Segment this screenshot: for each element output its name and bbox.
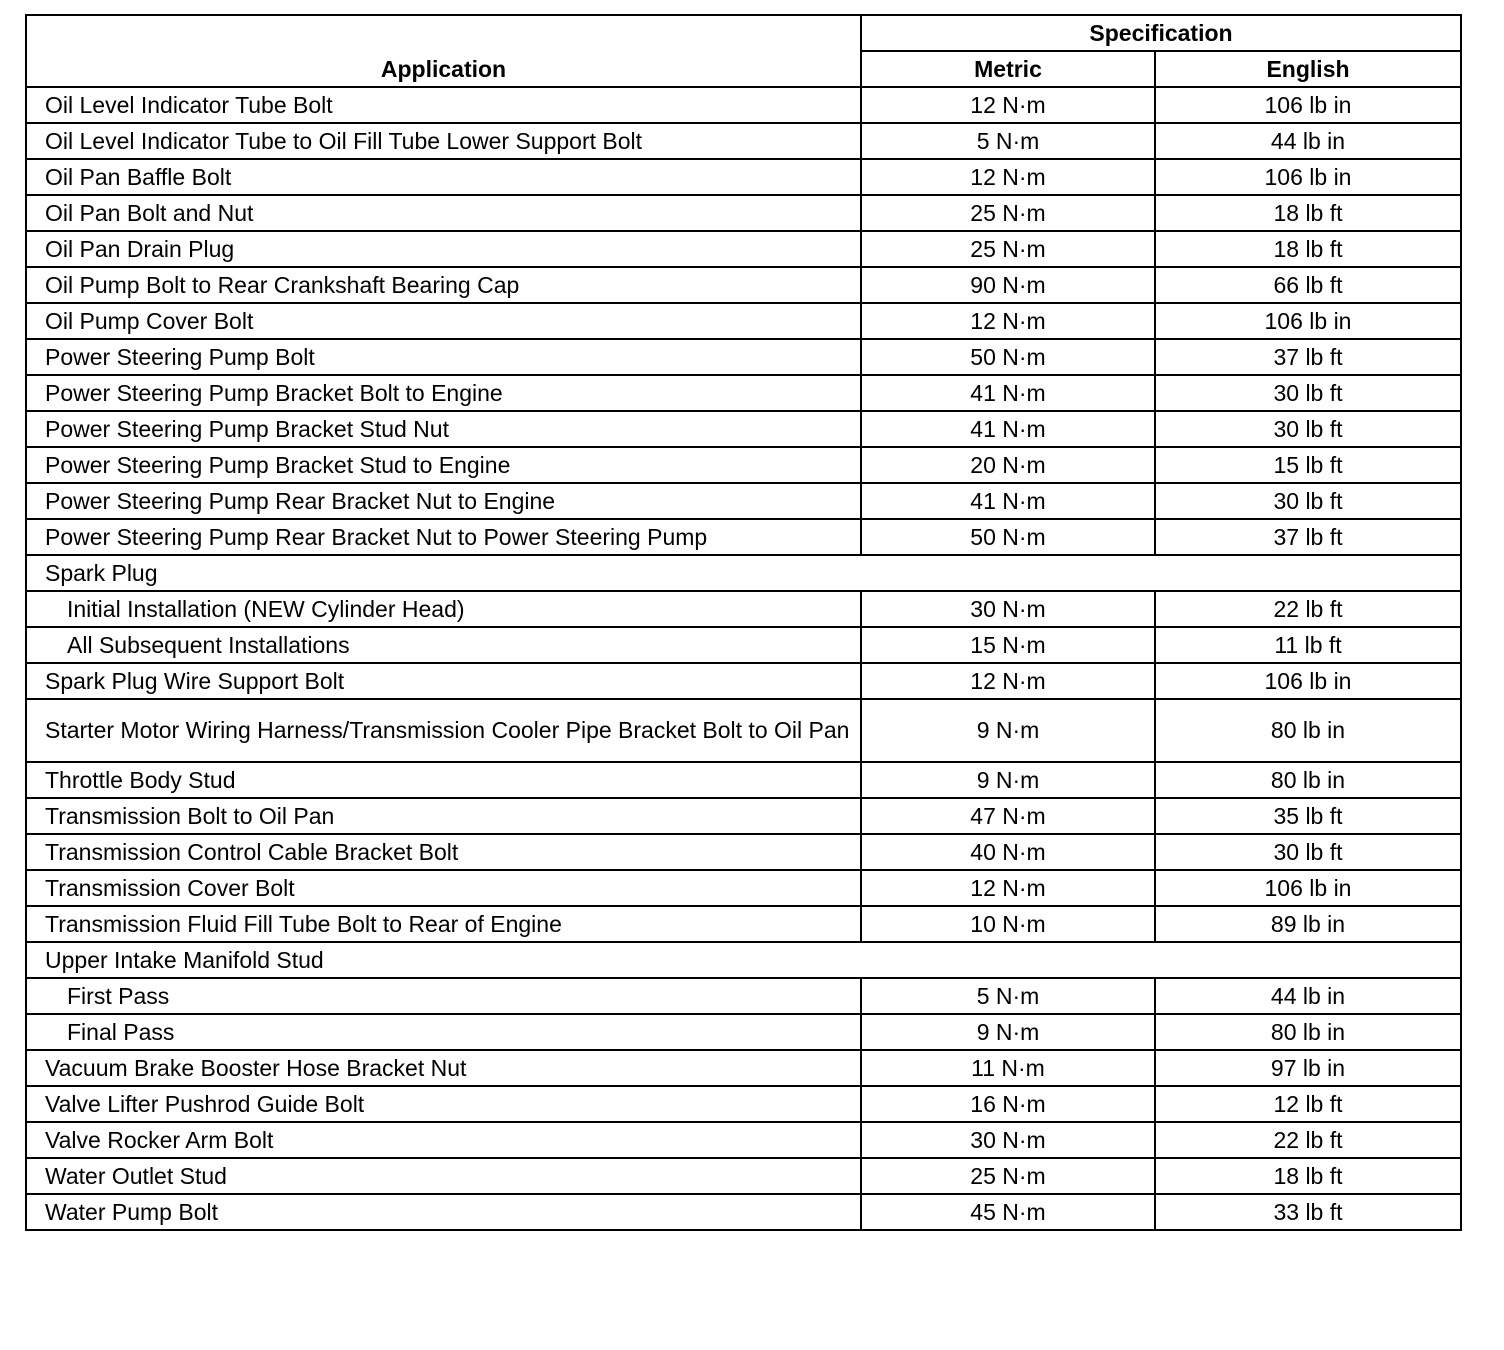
- english-value-cell: 18 lb ft: [1155, 231, 1461, 267]
- application-cell: Spark Plug Wire Support Bolt: [26, 663, 861, 699]
- english-value-cell: 18 lb ft: [1155, 195, 1461, 231]
- english-value-cell: 106 lb in: [1155, 303, 1461, 339]
- metric-value-cell: 11 N·m: [861, 1050, 1155, 1086]
- application-column-header: Application: [26, 15, 861, 87]
- application-cell: Power Steering Pump Rear Bracket Nut to Engine: [26, 483, 861, 519]
- table-row: [26, 906, 1461, 942]
- metric-value-cell: 10 N·m: [861, 906, 1155, 942]
- table-row: [26, 1050, 1461, 1086]
- application-cell: Oil Pan Bolt and Nut: [26, 195, 861, 231]
- metric-value-cell: 45 N·m: [861, 1194, 1155, 1230]
- metric-value-cell: 41 N·m: [861, 483, 1155, 519]
- english-value-cell: 66 lb ft: [1155, 267, 1461, 303]
- table-row: [26, 1158, 1461, 1194]
- english-value-cell: 30 lb ft: [1155, 483, 1461, 519]
- application-cell: Final Pass: [26, 1014, 861, 1050]
- metric-value-cell: 90 N·m: [861, 267, 1155, 303]
- table-row: [26, 267, 1461, 303]
- metric-value-cell: 30 N·m: [861, 1122, 1155, 1158]
- application-cell: Initial Installation (NEW Cylinder Head): [26, 591, 861, 627]
- table-body: [26, 87, 1461, 1230]
- metric-value-cell: 50 N·m: [861, 339, 1155, 375]
- table-row: [26, 834, 1461, 870]
- table-row: [26, 231, 1461, 267]
- application-cell: Valve Rocker Arm Bolt: [26, 1122, 861, 1158]
- metric-value-cell: 12 N·m: [861, 303, 1155, 339]
- group-header-row: [26, 555, 1461, 591]
- metric-value-cell: 12 N·m: [861, 870, 1155, 906]
- application-cell: All Subsequent Installations: [26, 627, 861, 663]
- application-cell: Transmission Fluid Fill Tube Bolt to Rear of Engine: [26, 906, 861, 942]
- metric-value-cell: 47 N·m: [861, 798, 1155, 834]
- metric-value-cell: 50 N·m: [861, 519, 1155, 555]
- torque-specification-table: [25, 14, 1462, 1231]
- english-value-cell: 106 lb in: [1155, 870, 1461, 906]
- english-value-cell: 12 lb ft: [1155, 1086, 1461, 1122]
- english-value-cell: 37 lb ft: [1155, 339, 1461, 375]
- application-cell: Vacuum Brake Booster Hose Bracket Nut: [26, 1050, 861, 1086]
- english-value-cell: 106 lb in: [1155, 663, 1461, 699]
- specification-column-header: Specification: [861, 15, 1461, 51]
- english-value-cell: 30 lb ft: [1155, 411, 1461, 447]
- metric-value-cell: 9 N·m: [861, 699, 1155, 762]
- metric-value-cell: 41 N·m: [861, 411, 1155, 447]
- table-row: [26, 195, 1461, 231]
- application-cell: Transmission Cover Bolt: [26, 870, 861, 906]
- metric-value-cell: 12 N·m: [861, 663, 1155, 699]
- metric-value-cell: 25 N·m: [861, 231, 1155, 267]
- application-cell: Water Outlet Stud: [26, 1158, 861, 1194]
- english-value-cell: 80 lb in: [1155, 699, 1461, 762]
- english-value-cell: 37 lb ft: [1155, 519, 1461, 555]
- table-row: [26, 483, 1461, 519]
- application-cell: Power Steering Pump Bracket Stud to Engine: [26, 447, 861, 483]
- table-row: [26, 375, 1461, 411]
- english-value-cell: 11 lb ft: [1155, 627, 1461, 663]
- metric-value-cell: 12 N·m: [861, 159, 1155, 195]
- english-value-cell: 30 lb ft: [1155, 834, 1461, 870]
- header-row-top: [26, 15, 1461, 51]
- application-cell: Oil Pan Baffle Bolt: [26, 159, 861, 195]
- table-row: [26, 762, 1461, 798]
- metric-value-cell: 9 N·m: [861, 762, 1155, 798]
- group-header-row: [26, 942, 1461, 978]
- metric-value-cell: 40 N·m: [861, 834, 1155, 870]
- english-value-cell: 30 lb ft: [1155, 375, 1461, 411]
- metric-value-cell: 12 N·m: [861, 87, 1155, 123]
- table-row: [26, 519, 1461, 555]
- application-cell: Valve Lifter Pushrod Guide Bolt: [26, 1086, 861, 1122]
- english-value-cell: 35 lb ft: [1155, 798, 1461, 834]
- table-row: [26, 159, 1461, 195]
- metric-value-cell: 16 N·m: [861, 1086, 1155, 1122]
- table-row: [26, 447, 1461, 483]
- application-cell: Oil Level Indicator Tube Bolt: [26, 87, 861, 123]
- english-value-cell: 106 lb in: [1155, 87, 1461, 123]
- table-row: [26, 663, 1461, 699]
- application-cell: Power Steering Pump Bracket Bolt to Engine: [26, 375, 861, 411]
- table-row: [26, 798, 1461, 834]
- table-row: [26, 870, 1461, 906]
- english-value-cell: 15 lb ft: [1155, 447, 1461, 483]
- table-row: [26, 627, 1461, 663]
- application-cell: Transmission Control Cable Bracket Bolt: [26, 834, 861, 870]
- metric-value-cell: 20 N·m: [861, 447, 1155, 483]
- metric-value-cell: 15 N·m: [861, 627, 1155, 663]
- metric-value-cell: 41 N·m: [861, 375, 1155, 411]
- metric-value-cell: 30 N·m: [861, 591, 1155, 627]
- application-cell: Spark Plug: [26, 555, 1461, 591]
- table-row: [26, 591, 1461, 627]
- english-value-cell: 80 lb in: [1155, 762, 1461, 798]
- application-cell: Power Steering Pump Rear Bracket Nut to Power Steering Pump: [26, 519, 861, 555]
- table-row: [26, 978, 1461, 1014]
- table-header: [26, 15, 1461, 87]
- application-cell: Throttle Body Stud: [26, 762, 861, 798]
- english-value-cell: 33 lb ft: [1155, 1194, 1461, 1230]
- english-value-cell: 22 lb ft: [1155, 1122, 1461, 1158]
- metric-value-cell: 5 N·m: [861, 978, 1155, 1014]
- application-cell: Transmission Bolt to Oil Pan: [26, 798, 861, 834]
- metric-value-cell: 5 N·m: [861, 123, 1155, 159]
- table-row: [26, 303, 1461, 339]
- english-value-cell: 44 lb in: [1155, 123, 1461, 159]
- application-cell: Oil Pump Cover Bolt: [26, 303, 861, 339]
- english-value-cell: 97 lb in: [1155, 1050, 1461, 1086]
- application-cell: Power Steering Pump Bracket Stud Nut: [26, 411, 861, 447]
- metric-column-header: Metric: [861, 51, 1155, 87]
- english-value-cell: 80 lb in: [1155, 1014, 1461, 1050]
- table-row: [26, 1014, 1461, 1050]
- table-row: [26, 699, 1461, 762]
- english-column-header: English: [1155, 51, 1461, 87]
- application-cell: Starter Motor Wiring Harness/Transmission Cooler Pipe Bracket Bolt to Oil Pan: [26, 699, 861, 762]
- table-row: [26, 87, 1461, 123]
- application-cell: Oil Pan Drain Plug: [26, 231, 861, 267]
- application-cell: Oil Level Indicator Tube to Oil Fill Tube Lower Support Bolt: [26, 123, 861, 159]
- table-row: [26, 1086, 1461, 1122]
- table-row: [26, 411, 1461, 447]
- application-cell: Power Steering Pump Bolt: [26, 339, 861, 375]
- english-value-cell: 89 lb in: [1155, 906, 1461, 942]
- english-value-cell: 22 lb ft: [1155, 591, 1461, 627]
- english-value-cell: 106 lb in: [1155, 159, 1461, 195]
- application-cell: Upper Intake Manifold Stud: [26, 942, 1461, 978]
- application-cell: Oil Pump Bolt to Rear Crankshaft Bearing Cap: [26, 267, 861, 303]
- metric-value-cell: 25 N·m: [861, 1158, 1155, 1194]
- metric-value-cell: 9 N·m: [861, 1014, 1155, 1050]
- metric-value-cell: 25 N·m: [861, 195, 1155, 231]
- application-cell: Water Pump Bolt: [26, 1194, 861, 1230]
- english-value-cell: 44 lb in: [1155, 978, 1461, 1014]
- table-row: [26, 1122, 1461, 1158]
- application-cell: First Pass: [26, 978, 861, 1014]
- table-row: [26, 1194, 1461, 1230]
- table-row: [26, 123, 1461, 159]
- table-row: [26, 339, 1461, 375]
- english-value-cell: 18 lb ft: [1155, 1158, 1461, 1194]
